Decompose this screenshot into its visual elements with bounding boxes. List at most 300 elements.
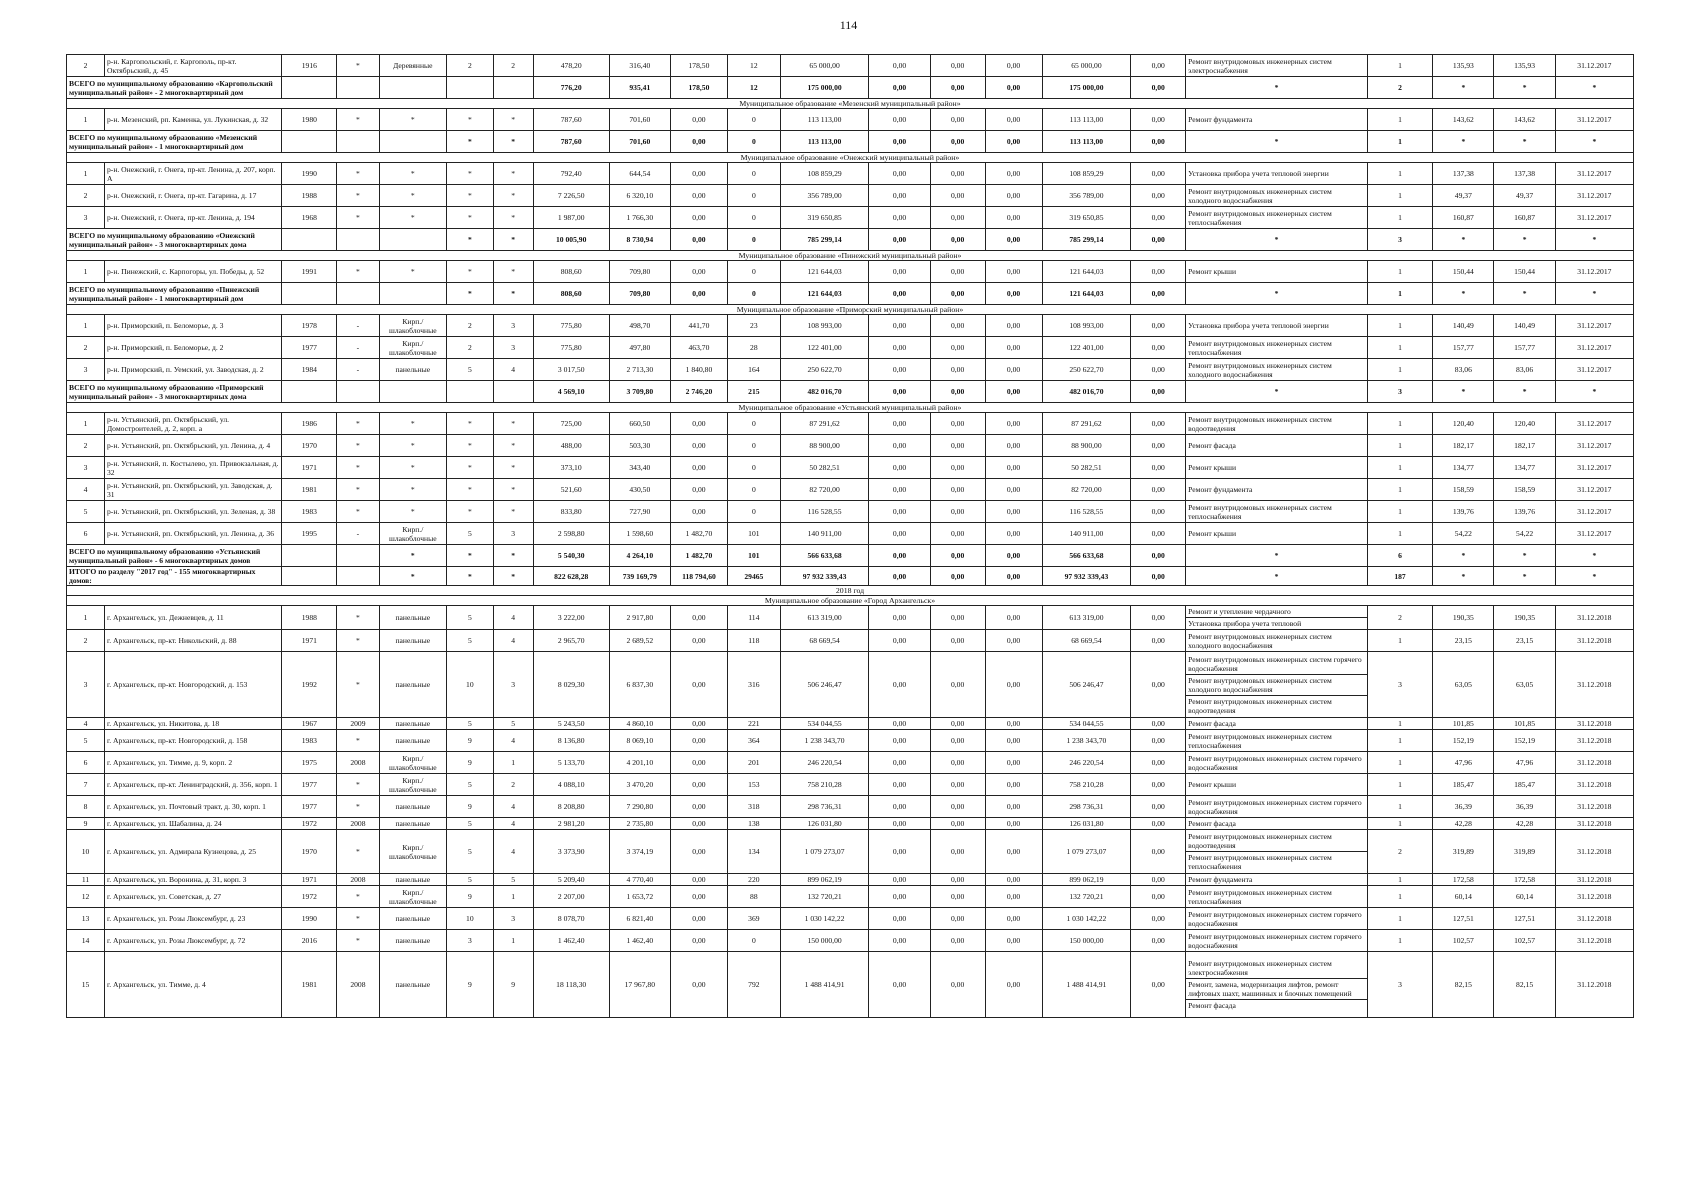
cell-qty: 1	[1367, 457, 1432, 479]
cell-u2: 54,22	[1494, 523, 1555, 545]
cell-c1: 50 282,51	[780, 457, 869, 479]
cell-c6: 0,00	[1131, 874, 1186, 886]
cell-a3: 178,50	[670, 77, 727, 99]
cell-c2: 0,00	[869, 261, 930, 283]
cell-u2: 158,59	[1494, 479, 1555, 501]
address-cell: г. Архангельск, ул. Тимме, д. 4	[105, 952, 282, 1018]
cell-year: 1971	[282, 457, 337, 479]
row-number: 1	[67, 413, 105, 435]
cell-c6: 0,00	[1131, 930, 1186, 952]
cell-c4: 0,00	[985, 652, 1042, 718]
cell-c6: 0,00	[1131, 185, 1186, 207]
cell-date: 31.12.2018	[1555, 908, 1633, 930]
works-cell	[1186, 261, 1368, 283]
cell-u2: 49,37	[1494, 185, 1555, 207]
cell-c3: 0,00	[930, 796, 985, 818]
cell-a2: 1 598,60	[609, 523, 670, 545]
table-row	[67, 359, 1634, 381]
cell-a3: 118 794,60	[670, 567, 727, 586]
cell-c3: 0,00	[930, 163, 985, 185]
cell-c2: 0,00	[869, 567, 930, 586]
row-number: 2	[67, 435, 105, 457]
cell-ppl: 220	[727, 874, 780, 886]
cell-c2: 0,00	[869, 207, 930, 229]
cell-c2: 0,00	[869, 457, 930, 479]
cell-u2: 134,77	[1494, 457, 1555, 479]
cell-mat: панельные	[379, 630, 447, 652]
cell-c1: 1 488 414,91	[780, 952, 869, 1018]
table-row	[67, 718, 1634, 730]
cell-fl: *	[447, 283, 493, 305]
section-title: Муниципальное образование «Мезенский муниципальный район»	[67, 99, 1634, 109]
cell-a1: 808,60	[533, 283, 609, 305]
works-cell	[1186, 229, 1368, 251]
cell-c3: 0,00	[930, 930, 985, 952]
cell-fl: *	[447, 207, 493, 229]
cell-c1: 113 113,00	[780, 109, 869, 131]
cell-year	[282, 77, 337, 99]
cell-u2: *	[1494, 381, 1555, 403]
cell-date: 31.12.2017	[1555, 207, 1633, 229]
cell-fl: *	[447, 109, 493, 131]
cell-ppl: 0	[727, 930, 780, 952]
cell-qty: 1	[1367, 752, 1432, 774]
cell-date: 31.12.2018	[1555, 730, 1633, 752]
cell-c3: 0,00	[930, 606, 985, 630]
cell-c3: 0,00	[930, 718, 985, 730]
works-cell	[1186, 381, 1368, 403]
cell-c4: 0,00	[985, 479, 1042, 501]
cell-c5: 113 113,00	[1042, 109, 1131, 131]
cell-c4: 0,00	[985, 952, 1042, 1018]
cell-a2: 709,80	[609, 261, 670, 283]
cell-qty: 3	[1367, 229, 1432, 251]
cell-mat: панельные	[379, 818, 447, 830]
cell-c2: 0,00	[869, 774, 930, 796]
cell-qty: 1	[1367, 796, 1432, 818]
row-number: 2	[67, 55, 105, 77]
work-type: Ремонт внутридомовых инженерных систем водоотведения	[1188, 832, 1332, 850]
cell-ppl: 0	[727, 229, 780, 251]
table-row	[67, 886, 1634, 908]
cell-mat: *	[379, 501, 447, 523]
cell-a1: 776,20	[533, 77, 609, 99]
work-type: Ремонт внутридомовых инженерных систем теплоснабжения	[1188, 338, 1332, 357]
address-cell: г. Архангельск, пр-кт. Ленинградский, д. 356, корп. 1	[105, 774, 282, 796]
row-number: 7	[67, 774, 105, 796]
cell-u1: 54,22	[1433, 523, 1494, 545]
cell-c4: 0,00	[985, 818, 1042, 830]
subtotal-row	[67, 229, 1634, 251]
address-cell: г. Архангельск, ул. Советская, д. 27	[105, 886, 282, 908]
cell-c6: 0,00	[1131, 55, 1186, 77]
cell-mat: Кирп./шлакоблочные	[379, 774, 447, 796]
cell-mat: панельные	[379, 930, 447, 952]
cell-c5: 88 900,00	[1042, 435, 1131, 457]
cell-ppl: 316	[727, 652, 780, 718]
works-cell	[1186, 315, 1368, 337]
cell-a2: 709,80	[609, 283, 670, 305]
cell-ppl: 0	[727, 207, 780, 229]
cell-c4: 0,00	[985, 207, 1042, 229]
table-row	[67, 207, 1634, 229]
cell-u1: 185,47	[1433, 774, 1494, 796]
cell-ent: *	[493, 435, 533, 457]
row-number: 2	[67, 185, 105, 207]
address-cell: г. Архангельск, ул. Тимме, д. 9, корп. 2	[105, 752, 282, 774]
cell-u1: 23,15	[1433, 630, 1494, 652]
cell-qty: 6	[1367, 545, 1432, 567]
cell-c6: 0,00	[1131, 730, 1186, 752]
work-type: Ремонт внутридомовых инженерных систем теплоснабжения	[1188, 502, 1332, 521]
table-row	[67, 818, 1634, 830]
cell-rep: 2009	[337, 718, 379, 730]
cell-qty: 1	[1367, 163, 1432, 185]
cell-c6: 0,00	[1131, 606, 1186, 630]
cell-qty: 1	[1367, 774, 1432, 796]
address-cell: р-н. Приморский, п. Беломорье, д. 2	[105, 337, 282, 359]
cell-u1: 143,62	[1433, 109, 1494, 131]
cell-mat: *	[379, 163, 447, 185]
cell-a1: 8 029,30	[533, 652, 609, 718]
cell-a1: 833,80	[533, 501, 609, 523]
cell-ent: 3	[493, 908, 533, 930]
table-row	[67, 630, 1634, 652]
cell-date: 31.12.2017	[1555, 435, 1633, 457]
cell-a2: 8 730,94	[609, 229, 670, 251]
cell-u1: 60,14	[1433, 886, 1494, 908]
cell-mat	[379, 131, 447, 153]
cell-year: 1983	[282, 730, 337, 752]
work-type: Ремонт внутридомовых инженерных систем холодного водоснабжения	[1186, 674, 1367, 695]
cell-c4: 0,00	[985, 381, 1042, 403]
cell-a3: 0,00	[670, 207, 727, 229]
cell-fl: 9	[447, 886, 493, 908]
cell-fl: 2	[447, 55, 493, 77]
cell-ent: *	[493, 131, 533, 153]
work-type: *	[1274, 137, 1279, 146]
address-cell: р-н. Приморский, п. Уемский, ул. Заводская, д. 2	[105, 359, 282, 381]
cell-fl: *	[447, 567, 493, 586]
cell-rep	[337, 567, 379, 586]
cell-c3: 0,00	[930, 730, 985, 752]
cell-ppl: 0	[727, 261, 780, 283]
table-row	[67, 930, 1634, 952]
cell-c1: 126 031,80	[780, 818, 869, 830]
cell-ppl: 221	[727, 718, 780, 730]
cell-c1: 65 000,00	[780, 55, 869, 77]
cell-year: 1986	[282, 413, 337, 435]
cell-date: 31.12.2017	[1555, 413, 1633, 435]
cell-c3: 0,00	[930, 874, 985, 886]
cell-c4: 0,00	[985, 283, 1042, 305]
cell-c2: 0,00	[869, 818, 930, 830]
work-type: Ремонт внутридомовых инженерных систем горячего водоснабжения	[1188, 654, 1362, 673]
cell-u2: 135,93	[1494, 55, 1555, 77]
cell-fl: 9	[447, 752, 493, 774]
cell-u2: 190,35	[1494, 606, 1555, 630]
cell-a2: 430,50	[609, 479, 670, 501]
cell-year: 1916	[282, 55, 337, 77]
cell-c5: 140 911,00	[1042, 523, 1131, 545]
cell-u1: 172,58	[1433, 874, 1494, 886]
cell-ppl: 0	[727, 457, 780, 479]
cell-qty: 2	[1367, 830, 1432, 874]
cell-c1: 150 000,00	[780, 930, 869, 952]
cell-a1: 1 987,00	[533, 207, 609, 229]
cell-qty: 1	[1367, 185, 1432, 207]
section-title: Муниципальное образование «Онежский муниципальный район»	[67, 153, 1634, 163]
cell-fl: 3	[447, 930, 493, 952]
cell-c2: 0,00	[869, 730, 930, 752]
table-row	[67, 163, 1634, 185]
table-row	[67, 908, 1634, 930]
work-type: *	[1274, 551, 1279, 560]
cell-u1: 139,76	[1433, 501, 1494, 523]
cell-c2: 0,00	[869, 109, 930, 131]
table-row	[67, 109, 1634, 131]
cell-c3: 0,00	[930, 545, 985, 567]
cell-fl: *	[447, 185, 493, 207]
cell-ent: 4	[493, 730, 533, 752]
cell-a3: 0,00	[670, 796, 727, 818]
cell-mat: панельные	[379, 908, 447, 930]
cell-a1: 2 981,20	[533, 818, 609, 830]
address-cell: г. Архангельск, пр-кт. Новгородский, д. 158	[105, 730, 282, 752]
cell-date: 31.12.2017	[1555, 501, 1633, 523]
cell-u2: 150,44	[1494, 261, 1555, 283]
cell-date: *	[1555, 381, 1633, 403]
cell-c4: 0,00	[985, 718, 1042, 730]
cell-ppl: 215	[727, 381, 780, 403]
work-type: *	[1274, 235, 1279, 244]
works-cell	[1186, 874, 1368, 886]
cell-c5: 482 016,70	[1042, 381, 1131, 403]
work-type: Ремонт внутридомовых инженерных систем электроснабжения	[1188, 56, 1332, 75]
cell-date: 31.12.2017	[1555, 337, 1633, 359]
work-type: Ремонт внутридомовых инженерных систем теплоснабжения	[1188, 731, 1332, 750]
cell-a3: 0,00	[670, 630, 727, 652]
section-header-row	[67, 251, 1634, 261]
cell-year: 1995	[282, 523, 337, 545]
cell-u2: 82,15	[1494, 952, 1555, 1018]
cell-ent: *	[493, 185, 533, 207]
cell-ent: 9	[493, 952, 533, 1018]
works-cell	[1186, 523, 1368, 545]
cell-c1: 68 669,54	[780, 630, 869, 652]
cell-fl: *	[447, 229, 493, 251]
cell-ent: 2	[493, 774, 533, 796]
row-number: 10	[67, 830, 105, 874]
cell-c3: 0,00	[930, 207, 985, 229]
cell-year: 1983	[282, 501, 337, 523]
cell-c3: 0,00	[930, 567, 985, 586]
cell-date: 31.12.2017	[1555, 185, 1633, 207]
cell-rep: *	[337, 630, 379, 652]
cell-ppl: 792	[727, 952, 780, 1018]
cell-ent: 4	[493, 630, 533, 652]
cell-u1: 137,38	[1433, 163, 1494, 185]
cell-rep: -	[337, 337, 379, 359]
cell-a2: 739 169,79	[609, 567, 670, 586]
cell-qty: 2	[1367, 77, 1432, 99]
address-cell: г. Архангельск, ул. Розы Люксембург, д. 72	[105, 930, 282, 952]
row-number: 6	[67, 523, 105, 545]
address-cell: р-н. Пинежский, с. Карпогоры, ул. Победы, д. 52	[105, 261, 282, 283]
cell-date: 31.12.2018	[1555, 886, 1633, 908]
cell-u1: *	[1433, 545, 1494, 567]
cell-u2: 127,51	[1494, 908, 1555, 930]
cell-mat: Кирп./шлакоблочные	[379, 886, 447, 908]
cell-a1: 488,00	[533, 435, 609, 457]
cell-u2: 42,28	[1494, 818, 1555, 830]
cell-c6: 0,00	[1131, 207, 1186, 229]
page-number: 114	[839, 18, 858, 32]
work-type: Установка прибора учета тепловой энергии	[1188, 169, 1329, 178]
cell-year	[282, 229, 337, 251]
cell-c1: 758 210,28	[780, 774, 869, 796]
cell-ppl: 0	[727, 413, 780, 435]
work-type: Ремонт внутридомовых инженерных систем горячего водоснабжения	[1188, 931, 1362, 950]
works-cell	[1186, 567, 1368, 586]
cell-c4: 0,00	[985, 796, 1042, 818]
work-type: Ремонт и утепление чердачного	[1188, 607, 1291, 616]
cell-ent: 1	[493, 752, 533, 774]
cell-year: 1981	[282, 479, 337, 501]
cell-ent: *	[493, 545, 533, 567]
works-cell	[1186, 818, 1368, 830]
cell-year: 1977	[282, 774, 337, 796]
cell-qty: 1	[1367, 55, 1432, 77]
works-cell	[1186, 718, 1368, 730]
cell-a2: 3 374,19	[609, 830, 670, 874]
works-cell	[1186, 185, 1368, 207]
cell-mat: панельные	[379, 652, 447, 718]
cell-mat: панельные	[379, 718, 447, 730]
cell-ent: 1	[493, 886, 533, 908]
cell-c5: 566 633,68	[1042, 545, 1131, 567]
section-title: Муниципальное образование «Приморский муниципальный район»	[67, 305, 1634, 315]
cell-ppl: 0	[727, 501, 780, 523]
cell-year	[282, 283, 337, 305]
cell-c4: 0,00	[985, 109, 1042, 131]
cell-date: 31.12.2018	[1555, 818, 1633, 830]
cell-mat: *	[379, 261, 447, 283]
cell-a2: 3 470,20	[609, 774, 670, 796]
work-type: Ремонт крыши	[1188, 463, 1237, 472]
address-cell: г. Архангельск, ул. Дежневцев, д. 11	[105, 606, 282, 630]
work-type: Ремонт внутридомовых инженерных систем теплоснабжения	[1188, 887, 1332, 906]
row-number: 15	[67, 952, 105, 1018]
cell-a1: 3 222,00	[533, 606, 609, 630]
cell-date: 31.12.2017	[1555, 457, 1633, 479]
cell-a3: 178,50	[670, 55, 727, 77]
cell-date: 31.12.2018	[1555, 718, 1633, 730]
cell-c2: 0,00	[869, 479, 930, 501]
cell-year: 1971	[282, 874, 337, 886]
works-cell	[1186, 109, 1368, 131]
address-cell: р-н. Онежский, г. Онега, пр-кт. Ленина, д. 207, корп. А	[105, 163, 282, 185]
subtotal-label: ВСЕГО по муниципальному образованию «Каргопольский муниципальный район» - 2 многоквартирный дом	[67, 77, 282, 99]
cell-c2: 0,00	[869, 523, 930, 545]
section-header-row	[67, 403, 1634, 413]
subtotal-row	[67, 567, 1634, 586]
cell-u2: 60,14	[1494, 886, 1555, 908]
cell-c2: 0,00	[869, 435, 930, 457]
cell-qty: 1	[1367, 930, 1432, 952]
cell-fl: *	[447, 501, 493, 523]
cell-u2: 152,19	[1494, 730, 1555, 752]
cell-date: *	[1555, 131, 1633, 153]
cell-c6: 0,00	[1131, 435, 1186, 457]
row-number: 1	[67, 606, 105, 630]
cell-a1: 1 462,40	[533, 930, 609, 952]
cell-mat	[379, 381, 447, 403]
cell-c3: 0,00	[930, 630, 985, 652]
cell-ppl: 101	[727, 545, 780, 567]
cell-qty: 1	[1367, 261, 1432, 283]
table-row	[67, 185, 1634, 207]
works-cell	[1186, 55, 1368, 77]
works-cell	[1186, 630, 1368, 652]
cell-rep: *	[337, 501, 379, 523]
cell-fl: 5	[447, 630, 493, 652]
cell-c3: 0,00	[930, 774, 985, 796]
cell-c2: 0,00	[869, 752, 930, 774]
cell-mat: Кирп./шлакоблочные	[379, 315, 447, 337]
table-row	[67, 435, 1634, 457]
cell-c3: 0,00	[930, 131, 985, 153]
work-type: Ремонт крыши	[1188, 529, 1237, 538]
cell-ppl: 12	[727, 55, 780, 77]
cell-fl	[447, 77, 493, 99]
cell-mat: панельные	[379, 796, 447, 818]
cell-year: 1978	[282, 315, 337, 337]
cell-u1: 47,96	[1433, 752, 1494, 774]
cell-c3: 0,00	[930, 77, 985, 99]
cell-c6: 0,00	[1131, 381, 1186, 403]
work-type: Ремонт внутридомовых инженерных систем горячего водоснабжения	[1188, 909, 1362, 928]
work-type: *	[1274, 289, 1279, 298]
cell-a1: 3 017,50	[533, 359, 609, 381]
cell-c4: 0,00	[985, 730, 1042, 752]
cell-qty: 1	[1367, 818, 1432, 830]
cell-a1: 5 243,50	[533, 718, 609, 730]
cell-c6: 0,00	[1131, 131, 1186, 153]
cell-ent	[493, 77, 533, 99]
cell-a1: 478,20	[533, 55, 609, 77]
table-row	[67, 55, 1634, 77]
cell-a2: 701,60	[609, 131, 670, 153]
cell-ent: 4	[493, 796, 533, 818]
cell-c5: 1 030 142,22	[1042, 908, 1131, 930]
cell-c1: 122 401,00	[780, 337, 869, 359]
cell-fl: *	[447, 457, 493, 479]
address-cell: р-н. Устьянский, рп. Октябрьский, ул. Заводская, д. 31	[105, 479, 282, 501]
cell-mat: панельные	[379, 359, 447, 381]
section-title: Муниципальное образование «Город Архангельск»	[67, 596, 1634, 606]
table-row	[67, 523, 1634, 545]
cell-c1: 319 650,85	[780, 207, 869, 229]
cell-year: 1991	[282, 261, 337, 283]
cell-rep: *	[337, 109, 379, 131]
cell-ent: *	[493, 567, 533, 586]
cell-c4: 0,00	[985, 874, 1042, 886]
cell-year: 1980	[282, 109, 337, 131]
cell-c5: 108 993,00	[1042, 315, 1131, 337]
cell-u1: 63,05	[1433, 652, 1494, 718]
row-number: 3	[67, 457, 105, 479]
